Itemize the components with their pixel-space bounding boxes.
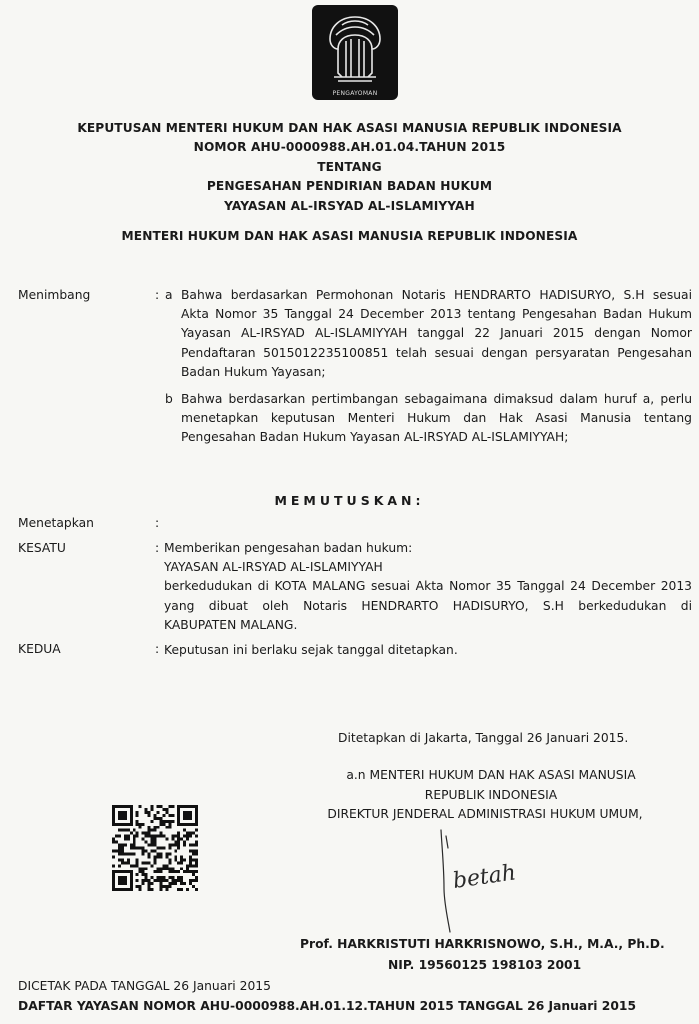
paragraph-line: berkedudukan di KOTA MALANG sesuai Akta Nomor 35 Tanggal 24 December 2013 [164,579,692,594]
menimbang-label: Menimbang [18,288,91,302]
paragraph-line: Yayasan AL-IRSYAD AL-ISLAMIYYAH tanggal 22 Januari 2015 dengan Nomor [181,326,692,341]
menetapkan-colon: : [155,516,160,530]
registry-number: DAFTAR YAYASAN NOMOR AHU-0000988.AH.01.12.TAHUN 2015 TANGGAL 26 Januari 2015 [18,999,637,1013]
minister-heading: MENTERI HUKUM DAN HAK ASASI MANUSIA REPUBLIK INDONESIA [121,229,578,243]
foundation-name-heading: YAYASAN AL-IRSYAD AL-ISLAMIYYAH [224,199,475,213]
logo-caption: PENGAYOMAN [332,90,378,97]
directorate-line: DIREKTUR JENDERAL ADMINISTRASI HUKUM UMUM, [327,807,643,821]
handwritten-signature [436,828,546,938]
on-behalf-line: a.n MENTERI HUKUM DAN HAK ASASI MANUSIA [346,768,636,782]
signature-text: betah [451,860,518,894]
paragraph-line: Akta Nomor 35 Tanggal 24 December 2013 tentang Pengesahan Badan Hukum [181,307,692,322]
menetapkan-label: Menetapkan [18,516,94,530]
paragraph-line: Bahwa berdasarkan pertimbangan sebagaimana dimaksud dalam huruf a, perlu [181,392,692,406]
printed-date: DICETAK PADA TANGGAL 26 Januari 2015 [18,979,271,993]
paragraph-line: Keputusan ini berlaku sejak tanggal ditetapkan. [164,643,458,657]
signatory-nip: NIP. 19560125 198103 2001 [388,958,582,972]
kedua-text [164,641,692,660]
pengayoman-emblem-icon [312,5,398,100]
decree-tentang: TENTANG [317,160,382,174]
memutuskan-heading: MEMUTUSKAN: [274,493,425,508]
paragraph-line: Memberikan pengesahan badan hukum: [164,541,413,555]
menimbang-letter-a: a [165,288,173,302]
menimbang-point-b [181,390,692,448]
paragraph-line: Badan Hukum Yayasan; [181,364,326,379]
paragraph-line: YAYASAN AL-IRSYAD AL-ISLAMIYYAH [164,560,383,575]
decree-number: NOMOR AHU-0000988.AH.01.04.TAHUN 2015 [193,140,506,154]
paragraph-line: Bahwa berdasarkan Permohonan Notaris HENDRARTO HADISURYO, S.H sesuai [181,288,692,302]
paragraph-line: Pengesahan Badan Hukum Yayasan AL-IRSYAD AL-ISLAMIYYAH; [181,430,569,445]
qr-code-icon [112,805,198,891]
paragraph-line: yang dibuat oleh Notaris HENDRARTO HADISURYO, S.H berkedudukan di [164,598,692,613]
kesatu-label: KESATU [18,541,66,555]
decree-title: KEPUTUSAN MENTERI HUKUM DAN HAK ASASI MANUSIA REPUBLIK INDONESIA [77,121,622,135]
kesatu-colon: : [155,541,160,555]
menimbang-colon: : [155,288,160,302]
paragraph-line: KABUPATEN MALANG. [164,617,298,632]
menimbang-point-a [181,286,692,382]
kesatu-text [164,539,692,635]
signatory-name: Prof. HARKRISTUTI HARKRISNOWO, S.H., M.A., Ph.D. [300,937,665,951]
place-date-line: Ditetapkan di Jakarta, Tanggal 26 Januari 2015. [338,731,629,745]
decree-subject: PENGESAHAN PENDIRIAN BADAN HUKUM [206,179,493,193]
kedua-label: KEDUA [18,642,61,656]
menimbang-letter-b: b [165,392,173,406]
republic-line: REPUBLIK INDONESIA [424,788,558,802]
paragraph-line: Pendaftaran 5015012235100851 telah sesuai dengan persyaratan Pengesahan [181,345,692,360]
pengayoman-tree-icon [312,5,398,100]
paragraph-line: menetapkan keputusan Menteri Hukum dan Hak Asasi Manusia tentang [181,411,692,426]
kedua-colon: : [155,642,160,656]
